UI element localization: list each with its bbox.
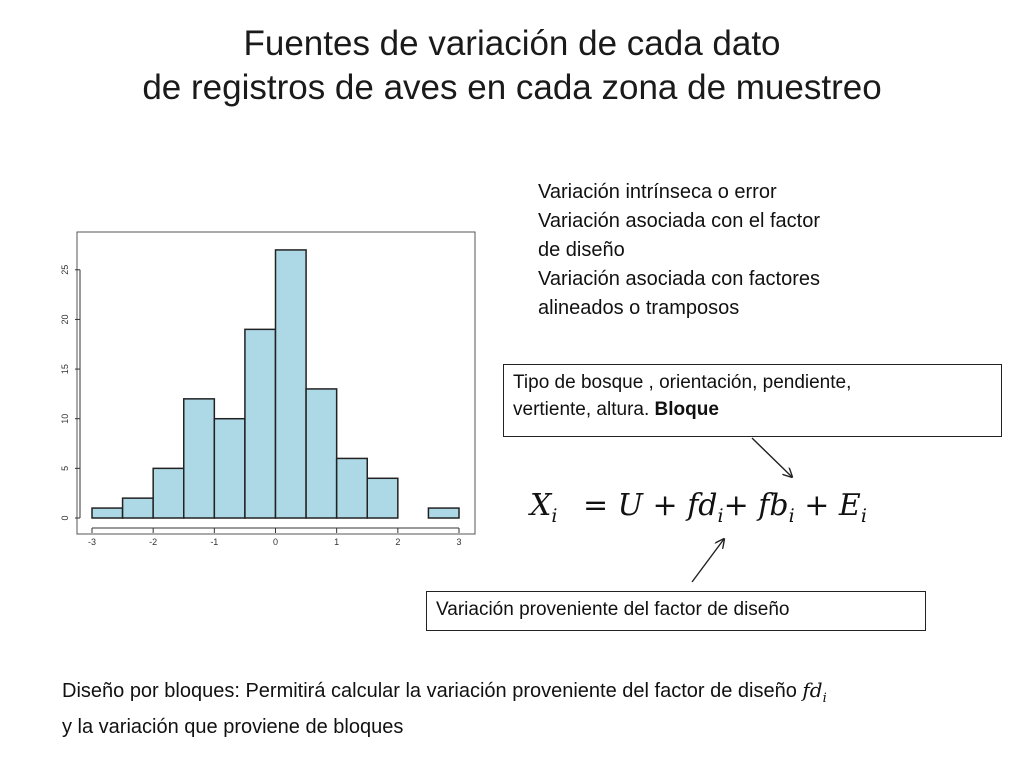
histogram-bar <box>428 508 459 518</box>
formula-plus-2: + <box>723 488 749 523</box>
x-tick-label: -3 <box>87 537 97 547</box>
histogram-bar <box>184 399 215 518</box>
x-axis <box>88 528 462 547</box>
bottom-note-text-1: Diseño por bloques: Permitirá calcular la variación proveniente del factor de diseño <box>62 680 803 702</box>
variation-line-1: Variación intrínseca o error <box>538 181 777 203</box>
design-factor-callout <box>426 591 926 631</box>
y-tick-label: 5 <box>60 465 70 471</box>
formula-term-e: E <box>838 488 861 523</box>
x-tick-label: 2 <box>395 537 401 547</box>
block-callout-line-1: Tipo de bosque , orientación, pendiente, <box>513 372 852 393</box>
formula-term-fb-sub: i <box>788 505 795 527</box>
variation-sources-list <box>538 178 898 323</box>
slide-title <box>0 22 1024 110</box>
formula-term-u: U <box>617 488 643 523</box>
variation-line-4: Variación asociada con factores <box>538 268 821 290</box>
histogram-bar <box>367 478 398 518</box>
histogram-bar <box>337 458 368 518</box>
bottom-note-line-2: y la variación que proviene de bloques <box>62 716 404 738</box>
bottom-note <box>62 676 1002 742</box>
bottom-note-line-1 <box>62 676 1002 713</box>
block-callout-text: vertiente, altura. <box>513 399 655 420</box>
x-tick-label: 3 <box>456 537 462 547</box>
design-callout-text: Variación proveniente del factor de diseño <box>436 599 790 620</box>
formula-term-fd-sub: i <box>717 505 724 527</box>
histogram-bar <box>153 468 184 518</box>
formula-term-fd: fd <box>687 488 718 523</box>
y-tick-label: 25 <box>60 264 70 275</box>
formula-plus-1: + <box>652 488 678 523</box>
x-tick-label: 1 <box>334 537 340 547</box>
y-tick-label: 20 <box>60 314 70 325</box>
histogram-bar <box>92 508 123 518</box>
formula-term-fb: fb <box>758 488 789 523</box>
histogram-bar <box>306 389 337 518</box>
histogram-bar <box>245 329 276 518</box>
x-tick-label: -1 <box>210 537 219 547</box>
arrow-to-fb-term <box>752 438 792 477</box>
block-callout-line-2 <box>513 396 992 423</box>
title-line-2: de registros de aves en cada zona de muestreo <box>142 68 882 107</box>
histogram-bar <box>276 250 307 518</box>
histogram-bars <box>92 250 459 518</box>
formula-plus-3: + <box>804 488 830 523</box>
histogram-bar <box>123 498 154 518</box>
variation-line-3: de diseño <box>538 239 625 261</box>
variation-line-5: alineados o tramposos <box>538 297 740 319</box>
x-tick-label: 0 <box>272 537 279 547</box>
bottom-note-math: fd <box>802 678 823 702</box>
formula-equals: = <box>582 488 609 523</box>
y-tick-label: 15 <box>60 364 70 375</box>
variation-line-2: Variación asociada con el factor <box>538 210 821 232</box>
title-line-1: Fuentes de variación de cada dato <box>243 24 781 63</box>
bottom-note-math-sub: i <box>822 691 827 706</box>
formula-lhs-sub: i <box>551 505 558 527</box>
block-factors-callout <box>503 364 1002 437</box>
y-tick-label: 10 <box>60 413 70 424</box>
arrow-to-fd-term <box>692 539 724 582</box>
x-tick-label: -2 <box>149 537 158 547</box>
histogram-bar <box>214 419 245 518</box>
block-callout-bold: Bloque <box>654 399 719 420</box>
y-tick-label: 0 <box>60 515 70 521</box>
formula-term-e-sub: i <box>860 505 867 527</box>
model-formula <box>530 488 867 538</box>
formula-lhs: X <box>530 488 552 523</box>
histogram-chart <box>40 218 490 570</box>
